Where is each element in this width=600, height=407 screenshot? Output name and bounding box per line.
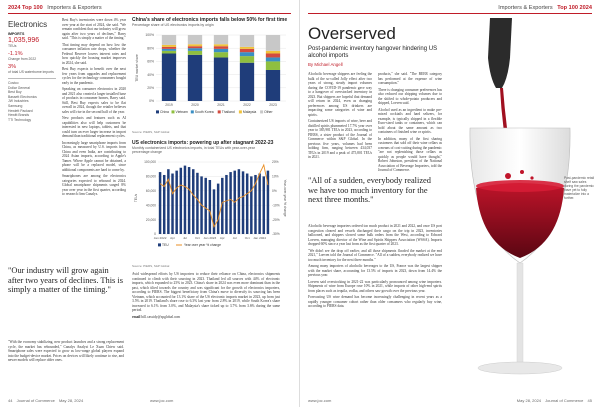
- chart2-y-tick-right: -20%: [272, 217, 280, 222]
- paragraph: Increasingly large smartphone imports from China, as measured by U.S. imports from China and even India, are contributing to 2024 Asian imports, according to Apple's Tamer. Where Apple cannot be obtained, a phone will be a replaced model, since additional components are hard to come by.: [62, 140, 126, 172]
- chart2-bar: [246, 174, 248, 234]
- chart1-y-tick: 80%: [147, 46, 154, 51]
- pull-quote: "Our industry will grow again after two years of declines. This is simply a matter of the timing.": [8, 266, 123, 295]
- page-number-left: 44: [8, 398, 13, 403]
- chart1-bar-china: [214, 57, 228, 101]
- chart2-subtitle: Monthly containerized US electronics imports, in total TEUs with year-over-year percentage change: [132, 146, 255, 154]
- article-deck: Post-pandemic inventory hangover hindering US alcohol imports: [308, 46, 438, 59]
- chart2-bar: [258, 174, 260, 234]
- right-column-2: [378, 72, 442, 172]
- chart1-bar-china: [240, 63, 254, 101]
- importer-item: Best Buy: [8, 90, 22, 95]
- right-page: [300, 0, 600, 407]
- chart1-legend-label: Other: [264, 110, 273, 114]
- chart2-y-tick-left: 100,000: [144, 160, 156, 165]
- chart2-y-label-right: Year-over-year % change: [283, 179, 287, 217]
- footer-website[interactable]: www.joc.com: [150, 398, 174, 403]
- chart1-legend-label: China: [160, 110, 169, 114]
- chart2-y-tick-right: -30%: [272, 232, 280, 237]
- chart2-x-tick: Oct: [244, 236, 250, 240]
- header-section-right: Importers & Exporters: [498, 5, 553, 11]
- chart1-bar-thailand: [162, 47, 176, 49]
- chart1-y-tick: 20%: [147, 86, 154, 90]
- chart1-y-tick: 0%: [149, 99, 154, 104]
- chart1-legend-label: Thailand: [221, 110, 235, 114]
- paragraph: New products and features such as AI capabilities also will help customers be interested in new laptops, tablets, and that could turn an ever larger increase in import demand than traditional replacement cycles.: [62, 116, 126, 138]
- chart1-source: Source: PIERS, S&P Global: [132, 130, 170, 134]
- chart2-bar: [159, 172, 161, 234]
- footer-date-right: May 28, 2024: [516, 398, 542, 403]
- chart1-legend-label: Malaysia: [242, 110, 257, 114]
- chart1-y-label: TEU market share: [135, 54, 139, 82]
- chart2-x-tick: Jan 2022: [153, 236, 167, 240]
- chart1-bar-other: [240, 35, 254, 47]
- chart1-bar-south-korea: [266, 57, 280, 61]
- chart1-bar-vietnam: [240, 56, 254, 63]
- paragraph: Forecasting US wine demand has become increasingly challenging in recent years as a rapidly younger consumer cohort rather than older consumers who regularly buy wine, according to PIERS data.: [308, 295, 442, 308]
- chart2-x-tick: Oct: [194, 236, 200, 240]
- chart1-bar-china: [188, 55, 202, 101]
- paragraph: Alcohol used as an ingredient to make pre-mixed cocktails and hard seltzers, for example, is typically shipped in a flexible Euro-sized tanks or containers, which can hold about the same amount as two containers of finished wine or spirits.: [378, 107, 442, 134]
- chart1-x-tick: 2023: [269, 103, 277, 107]
- chart2-bar: [229, 172, 231, 234]
- chart2-y-label-left: TEUs: [134, 193, 138, 203]
- paragraph: Speaking on consumer electronics in 2020 and 2021 also created a larger installed base of products in consumer homes, Barry said. Still, Best Buy expects sales to be flat overall in 2024, though the retailer believes sales will rise in the second half of the year.: [62, 87, 126, 114]
- chart2-y-tick-left: 80,000: [145, 174, 156, 179]
- importer-list: [8, 78, 56, 122]
- chart2-y-tick-right: 0%: [272, 189, 277, 193]
- chart2-bar: [204, 178, 206, 234]
- footer-publication-right: Journal of Commerce: [545, 398, 584, 403]
- article-title: Overserved: [308, 24, 396, 43]
- imports-label: IMPORTS: [8, 32, 25, 36]
- chart1-legend-swatch: [191, 110, 194, 113]
- chart2-y-tick-right: 10%: [272, 174, 279, 179]
- paragraph: Among many importers of alcoholic beverages to the US, France was the largest shipper with the market share, accounting for 13.5% of imports in 2023, down from 14.4% the previous year.: [308, 264, 442, 277]
- chart1-bar-vietnam: [266, 61, 280, 70]
- right-header: [498, 5, 592, 11]
- right-column-1: [308, 72, 372, 164]
- chart2-bar: [225, 175, 227, 234]
- paragraph: Loeven said overstocking in 2021-22 was particularly pronounced among wine importers. Shipments of wine from Europe rose 10% in 2021, while imports of other high-end spirits from places such as tequila, vodka, and others saw growth over the previous year.: [308, 279, 442, 293]
- chart2-legend-label: TEU: [162, 243, 169, 247]
- chart1-y-tick: 60%: [147, 59, 154, 64]
- chart-us-electronics: [132, 140, 292, 268]
- left-footer: [8, 398, 83, 403]
- paragraph: Smartphones are among the electronics categories expected to rebound in 2024. Global smartphone shipments surged 8% year over year in the first quarter, according to research firm Canalys.: [62, 174, 126, 196]
- chart2-bar: [188, 167, 190, 234]
- header-section: Importers & Exporters: [47, 5, 102, 11]
- photo-caption: Post-pandemic retail shelf saw sales during the pandemic have yet to fully materialize into a further.: [564, 176, 595, 200]
- chart1-bar-thailand: [188, 46, 202, 48]
- chart1-y-tick: 40%: [147, 72, 154, 77]
- paragraph: Best Buy's inventories were down 4% year over year at the start of 2024, she said. "We remain confident that our industry will grow again after two years of declines," Barry said. "This is simply a matter of the timing.": [62, 18, 126, 40]
- chart2-y-tick-left: 0: [154, 232, 156, 237]
- byline: By Michael Angell: [308, 62, 343, 67]
- chart2-x-tick: Jan 2023: [203, 236, 217, 240]
- body-column-1: [62, 18, 126, 228]
- importer-item: Hewitt Brands: [8, 113, 30, 118]
- header-issue-right: Top 100 2024: [557, 5, 592, 11]
- chart2-bar: [175, 171, 177, 234]
- chart1-legend-label: South Korea: [194, 110, 214, 114]
- bottom-column-2-text: Avid widespread efforts by US importers to reduce their reliance on China, electronics shipments continued to climb with their sourcing in 2023. Thailand led all sources with 44% of electronic imports, which expanded to 25% in 2023. China's share in 2024 was even more dominant than in the past, which tilted towards the country and was significant for the growth of electronics importers, according to PIERS. The biggest beneficiary from China's move to diversify its sourcing has been Vietnam, which accounted for 13.1% share of the US electronic imports market in 2023, up from just 3.5% in 2019. Thailand's share rose to 6.3% last year from 2.8% in 2019, while South Korea's share increased to 6.1% from 3.0%, and Malaysia's share ticked up to 3.7% from 3.6% during the same period.: [132, 272, 280, 312]
- chart2-bar: [250, 176, 252, 234]
- chart1-bar-malaysia: [240, 47, 254, 49]
- paragraph: Best Buy expects to benefit over the next few years from upgrades and replacement cycles for the technology consumers bought early in the pandemic.: [62, 67, 126, 85]
- share-value: 3%: [8, 64, 17, 70]
- chart1-bar-south-korea: [214, 49, 228, 52]
- chart1-bar-vietnam: [188, 51, 202, 55]
- chart2-x-tick: Jan 2024: [253, 236, 266, 240]
- chart2-bar: [209, 180, 211, 234]
- email-label: email: [132, 314, 141, 319]
- sidebar-title: Electronics: [8, 20, 48, 29]
- chart1-legend-swatch: [218, 110, 221, 113]
- chart1-x-tick: 2022: [243, 103, 251, 107]
- footer-website-right[interactable]: www.joc.com: [308, 398, 332, 403]
- chart1-y-tick: 100%: [145, 33, 154, 38]
- chart2-bar: [263, 176, 265, 234]
- chart2-legend-label: Year over year % change: [184, 243, 221, 247]
- chart1-legend-label: Vietnam: [175, 110, 188, 114]
- wine-glass-photo: [450, 18, 590, 398]
- header-rule-right: [308, 13, 592, 14]
- left-header: [8, 5, 102, 11]
- chart1-bar-thailand: [240, 49, 254, 52]
- chart2-bar: [163, 175, 165, 234]
- importer-item: TTI Technology: [8, 117, 32, 122]
- change-label: Change from 2022: [8, 57, 37, 61]
- chart1-bar-other: [188, 35, 202, 44]
- chart2-bar: [242, 171, 244, 234]
- chart1-bar-china: [266, 70, 280, 101]
- chart2-bar: [171, 174, 173, 234]
- chart2-source: Source: PIERS, S&P Global: [132, 264, 170, 268]
- paragraph: In addition, many of the first sharing customers that sold off their wine cellars as a means of cost-cutting during the pandemic "are not replenishing those cellars as quickly as people would have thought," Robert Johnston, president of the National Association of Beverage Importers, told the Journal of Commerce.: [378, 136, 442, 172]
- importer-item: Dollar General: [8, 85, 30, 90]
- paragraph: Containerized US imports of wine, beer and distilled spirits plummeted 17.7% year over year to 385,981 TEUs in 2023, according to PIERS, a sister product of the Journal of Commerce within S&P Global. In the previous five years, volumes had been holding firm, ranging between 434,037 TEUs in 2019 and a peak of 475,801 TEUs in 2021.: [308, 119, 372, 159]
- chart1-legend-swatch: [239, 110, 242, 113]
- chart1-bar-malaysia: [162, 45, 176, 47]
- chart2-y-tick-left: 40,000: [145, 203, 156, 208]
- chart1-bar-vietnam: [162, 51, 176, 54]
- importer-item: Costco: [8, 81, 19, 85]
- chart2-plot: [132, 158, 292, 262]
- chart1-subtitle: Percentage share of US electronics imports by origin: [132, 23, 214, 27]
- chart2-bar: [184, 166, 186, 234]
- imports-value: 1,035,996: [8, 37, 40, 44]
- article-quote: "All of a sudden, everybody realized we have too much inventory for the next three months.": [308, 176, 431, 205]
- chart2-bar: [217, 184, 219, 234]
- chart1-x-tick: 2019: [165, 103, 173, 107]
- importer-item: Samsung: [8, 103, 23, 108]
- bottom-column-2: [132, 272, 280, 384]
- importer-item: Bassett Electronics: [8, 94, 37, 99]
- page-number-right: 45: [587, 398, 592, 403]
- chart1-bar-malaysia: [214, 44, 228, 46]
- chart1-legend-swatch: [156, 110, 159, 113]
- chart1-bar-malaysia: [266, 51, 280, 54]
- header-issue: 2024 Top 100: [8, 5, 43, 11]
- paragraph: Alcoholic beverage shippers are feeling the bulk of the so-called Jolly effect after two years of strong, steady import volumes during the COVID-19 pandemic gave way to a hangover of overstocked inventory in 2023. But shippers are hopeful that demand will return in 2024, even as changing preferences among US drinkers are impacting some categories of wine and spirits.: [308, 72, 372, 117]
- chart2-x-tick: Apr: [170, 236, 175, 240]
- chart1-bar-other: [214, 35, 228, 44]
- chart1-bar-other: [162, 35, 176, 45]
- chart1-bar-china: [162, 53, 176, 101]
- chart1-x-tick: 2020: [191, 103, 199, 107]
- chart2-title: US electronics imports: powering up after stagnant 2022-23: [132, 140, 274, 146]
- chart1-title: China's share of electronics imports falls below 50% for first time: [132, 17, 288, 23]
- imports-unit: TEUs: [8, 44, 17, 48]
- bottom-column-1: "With the economy stabilizing, new product launches and a strong replacement cycle, the market has rebounded," Canalys Analyst Le Xuan Chiew said. Smartphone sales were expected to grow as low-range global players expand into the budget-device market. Prices on devices will likely continue to rise, and newer models will replace older ones.: [8, 340, 124, 362]
- paragraph: products," she said. "The BEER category has performed at the expense of wine consumption.": [378, 72, 442, 85]
- right-column-3: [308, 224, 442, 394]
- author-email[interactable]: bill.cassidy@spglobal.com: [141, 314, 181, 319]
- chart2-x-tick: Jul: [232, 236, 237, 240]
- chart2-legend-swatch: [158, 243, 161, 246]
- chart-china-share: [132, 17, 292, 135]
- chart1-x-tick: 2021: [217, 103, 225, 107]
- chart2-bar: [192, 169, 194, 234]
- importer-item: Hewlett Packard: [8, 108, 33, 113]
- header-rule: [8, 13, 291, 14]
- right-footer: [517, 398, 592, 403]
- importer-item: JW Industries: [8, 99, 29, 104]
- chart1-plot: [132, 31, 292, 127]
- paragraph: There is changing consumer preferences has also reduced our shipping volumes due to the shifted to whole-potato producers and shipped, Loeven said.: [378, 87, 442, 105]
- chart2-y-tick-right: -10%: [272, 203, 280, 208]
- chart2-y-tick-left: 20,000: [145, 217, 156, 222]
- chart2-x-tick: Apr: [219, 236, 225, 240]
- share-label: of total US waterborne imports: [8, 70, 54, 74]
- change-value: -1.1%: [8, 51, 23, 57]
- chart1-bar-other: [266, 35, 280, 51]
- footer-publication: Journal of Commerce: [16, 398, 55, 403]
- paragraph: "We didn't see the drop off earlier, and all those shipments flooded the market at the end 2021," Loeven told the Journal of Commerce. "All of a sudden, everybody realized we have too much inventory for the next three months.": [308, 248, 442, 262]
- paragraph: Alcoholic beverage importers ordered too much product in 2021 and 2022, and once US port congestion cleared and vessels discharged their cargo on the trip in 2023, inventories ballooned, and shippers slowed some bulk orders from the West, according to Edward Loeven, managing director of the Wine and Spirits Shippers Association (WSSA). Imports dropped 60% since a year last from as the first quarter of 2023.: [308, 224, 442, 246]
- chart1-legend-swatch: [172, 110, 175, 113]
- chart1-bar-south-korea: [162, 49, 176, 51]
- electronics-sidebar: [8, 20, 56, 122]
- chart2-y-tick-left: 60,000: [145, 189, 156, 193]
- chart1-legend-swatch: [260, 110, 263, 113]
- chart1-bar-vietnam: [214, 52, 228, 57]
- chart1-bar-thailand: [214, 46, 228, 49]
- footer-date: May 28, 2024: [58, 398, 84, 403]
- chart1-bar-thailand: [266, 53, 280, 57]
- paragraph: That timing may depend on how low the consumer inflation rate drops, whether the Federal Reserve lowers interest rates and how quickly the housing market improves in 2024, she said.: [62, 42, 126, 65]
- chart1-bar-south-korea: [188, 48, 202, 51]
- chart1-bar-south-korea: [240, 52, 254, 56]
- chart2-bar: [196, 173, 198, 234]
- chart2-bar: [180, 168, 182, 234]
- chart2-bar: [238, 169, 240, 234]
- chart2-x-tick: Jul: [182, 236, 187, 240]
- chart2-y-tick-right: 20%: [272, 160, 279, 165]
- chart1-bar-malaysia: [188, 44, 202, 46]
